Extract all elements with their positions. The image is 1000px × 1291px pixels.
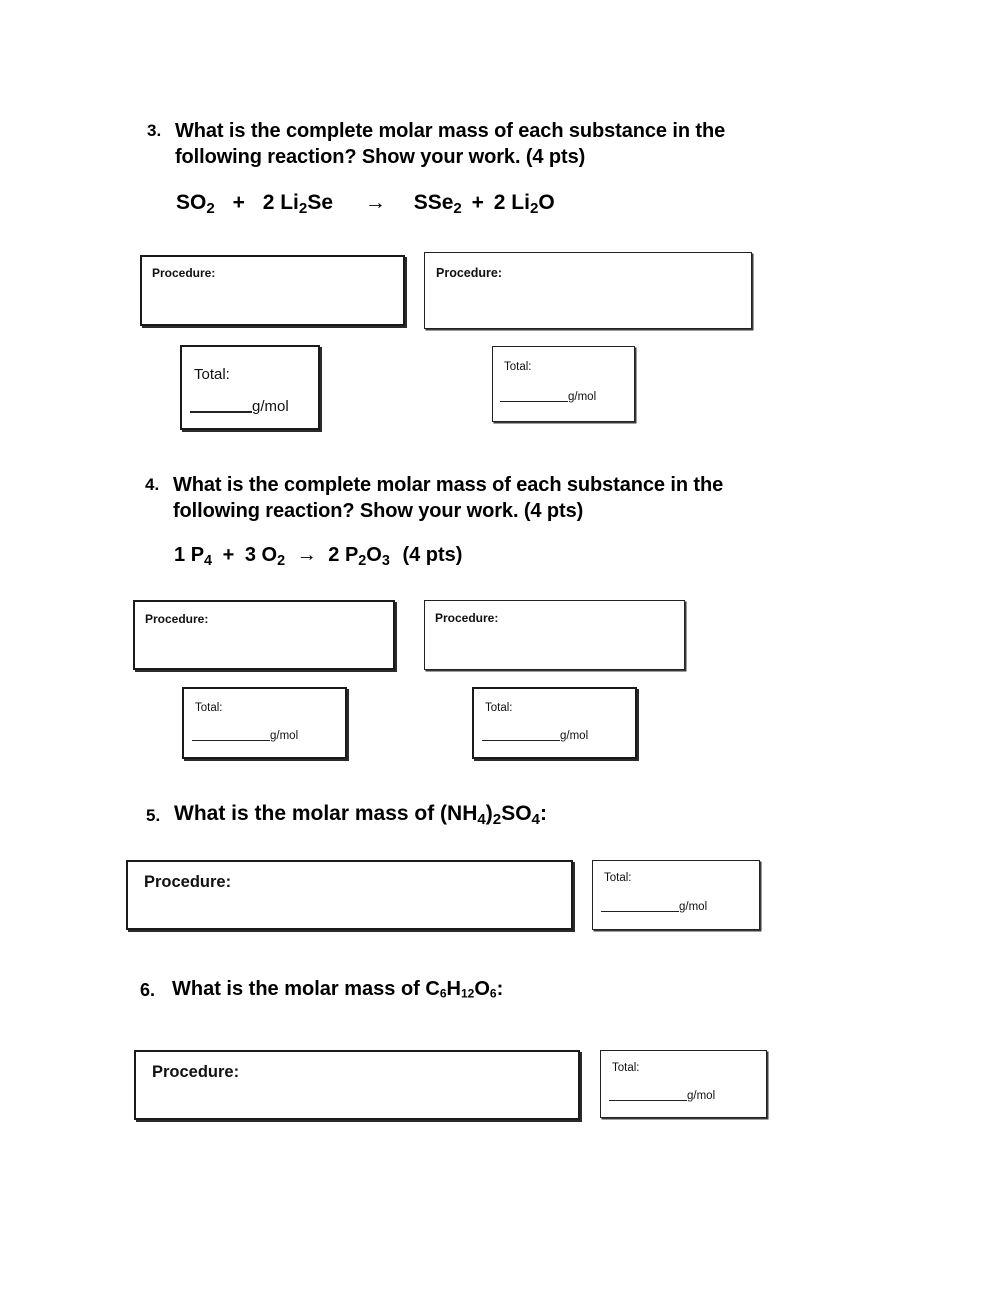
eq4-reactant2-base: O [261,544,278,566]
eq4-plus1: + [222,544,235,566]
question-5-procedure-box[interactable] [126,860,573,930]
q5-sub3: 4 [531,811,540,829]
eq4-reactant1-base: P [190,544,205,566]
total-answer-blank[interactable] [609,1089,715,1102]
question-3-prompt-line2: following reaction? Show your work. (4 pts) [175,146,586,168]
question-3-procedure-box-left[interactable] [140,255,405,326]
eq3-product1-base: SSe [413,191,454,214]
eq3-reactant1-base: SO [176,191,207,214]
question-5-prompt-text: What is the molar mass of (NH [174,802,478,825]
question-3-total-box-right[interactable] [492,346,635,422]
answer-rule[interactable] [500,390,568,402]
q5-tail: SO [501,802,532,825]
eq4-coef1: 1 [174,544,186,566]
total-label: Total: [504,361,532,373]
q6-sub3: 6 [489,986,497,1001]
question-4-total-box-right[interactable] [472,687,637,759]
q6-tail: O [474,978,490,1000]
question-3-prompt [175,118,835,170]
eq3-reactant2-base2: Se [307,191,333,214]
eq4-product1-base: P [344,544,359,566]
eq4-product1-sub2: 3 [381,553,390,570]
procedure-label: Procedure: [435,611,499,625]
total-answer-blank[interactable] [601,900,707,913]
total-label: Total: [195,702,223,714]
question-6-prompt [172,978,503,1001]
question-4-prompt-line2: following reaction? Show your work. (4 pts) [173,500,584,522]
unit-label: g/mol [679,901,708,913]
eq3-reactant1-sub: 2 [206,200,215,218]
eq4-coef2: 3 [244,544,256,566]
q6-sub1: 6 [439,986,447,1001]
total-label: Total: [194,366,230,383]
eq3-product2-coef: 2 [493,191,506,214]
q5-sub1: 4 [477,811,486,829]
unit-label: g/mol [270,730,299,742]
question-6-number: 6. [140,980,156,1000]
eq4-product1-base2: O [366,544,382,566]
eq3-reactant2-coef: 2 [262,191,275,214]
q5-sub2: 2 [492,811,502,829]
q5-colon: : [539,802,547,825]
question-6-total-box[interactable] [600,1050,767,1118]
eq3-product1-sub: 2 [453,200,462,218]
answer-rule[interactable] [192,729,270,741]
question-4-total-box-left[interactable] [182,687,347,759]
eq4-arrow: → [296,544,317,566]
eq4-reactant2-sub: 2 [277,553,286,570]
eq3-reactant2-sub: 2 [298,200,308,218]
question-4-procedure-box-right[interactable] [424,600,685,670]
question-6-prompt-text: What is the molar mass of C [172,978,440,1000]
question-3-prompt-line1: What is the complete molar mass of each substance in the [175,120,726,142]
q6-mid: H [446,978,461,1000]
question-4-prompt [173,472,833,524]
eq4-points: (4 pts) [402,544,463,566]
eq4-coef3: 2 [328,544,340,566]
answer-rule[interactable] [601,900,679,912]
eq4-reactant1-sub: 4 [204,553,213,570]
answer-rule[interactable] [482,729,560,741]
answer-rule[interactable] [609,1089,687,1101]
question-3-equation [176,191,555,217]
question-5-total-box[interactable] [592,860,760,930]
total-answer-blank[interactable] [500,390,596,403]
eq3-plus2: + [471,191,484,214]
q6-colon: : [496,978,504,1000]
total-label: Total: [612,1062,640,1074]
eq3-arrow: → [364,191,386,214]
question-3-total-box-left[interactable] [180,345,320,430]
question-6-procedure-box[interactable] [134,1050,580,1120]
total-answer-blank[interactable] [190,397,289,415]
q6-sub2: 12 [460,986,475,1001]
total-answer-blank[interactable] [192,729,298,742]
unit-label: g/mol [252,398,289,415]
question-3-number: 3. [147,121,162,140]
question-4-prompt-line1: What is the complete molar mass of each substance in the [173,474,724,496]
question-3-procedure-box-right[interactable] [424,252,752,329]
eq3-product2-sub: 2 [529,200,539,218]
answer-rule[interactable] [190,397,252,413]
eq3-reactant2-base: Li [280,191,299,214]
total-answer-blank[interactable] [482,729,588,742]
eq3-product2-base: Li [511,191,530,214]
unit-label: g/mol [687,1090,716,1102]
eq3-plus1: + [232,191,245,214]
eq3-product2-base2: O [538,191,555,214]
eq4-product1-sub1: 2 [358,553,367,570]
unit-label: g/mol [568,391,597,403]
procedure-label: Procedure: [436,266,502,280]
total-label: Total: [604,872,632,884]
question-5-number: 5. [146,806,161,825]
question-4-procedure-box-left[interactable] [133,600,395,670]
unit-label: g/mol [560,730,589,742]
question-4-equation [174,544,462,569]
procedure-label: Procedure: [152,1063,240,1081]
procedure-label: Procedure: [145,612,209,626]
total-label: Total: [485,702,513,714]
q5-paren: ) [485,802,493,825]
question-5-prompt [174,802,547,828]
procedure-label: Procedure: [144,873,232,891]
procedure-label: Procedure: [152,266,216,280]
question-4-number: 4. [145,475,160,494]
